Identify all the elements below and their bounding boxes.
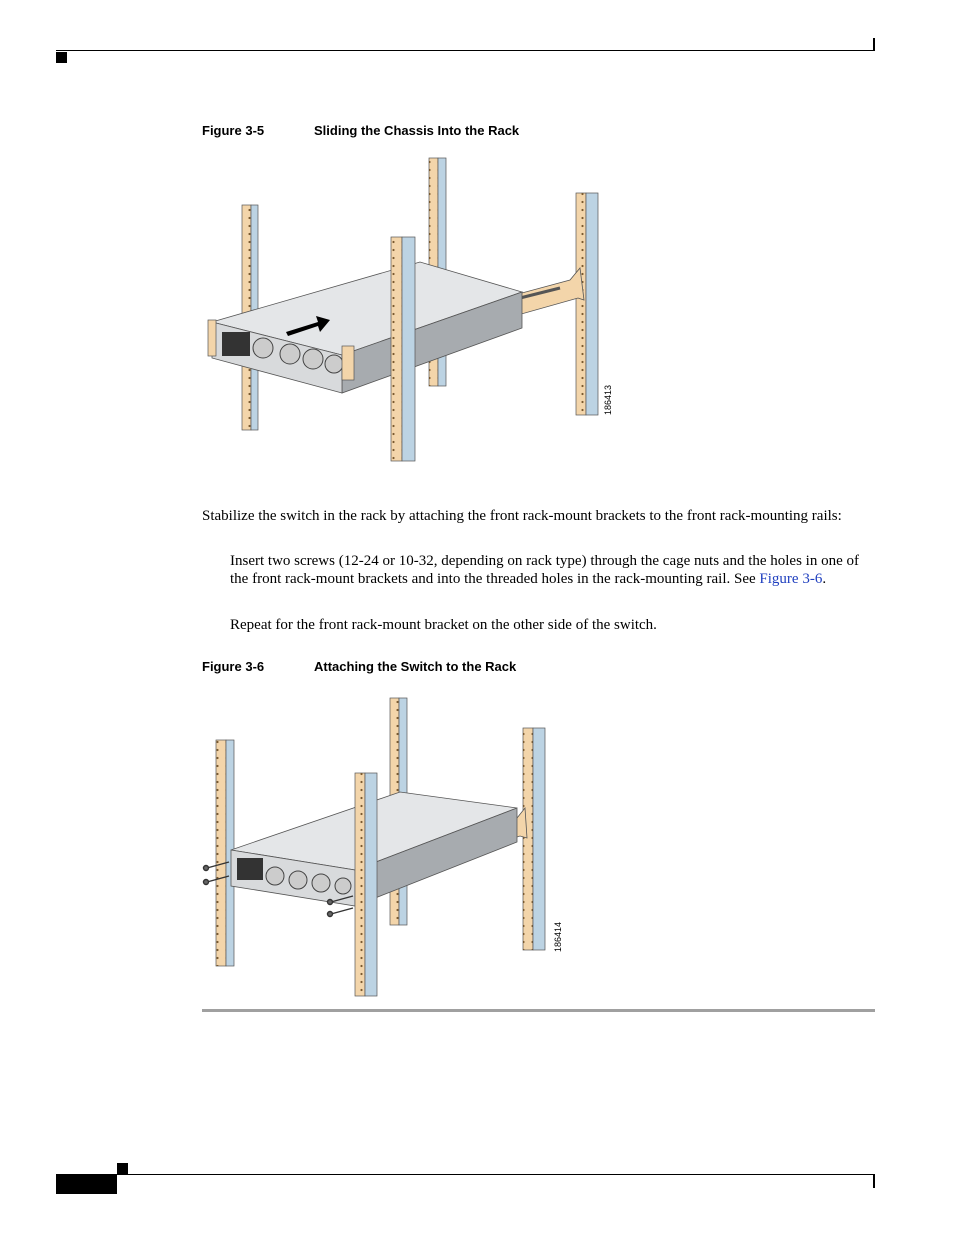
rack-rail bbox=[523, 728, 545, 950]
figure-number: Figure 3-5 bbox=[202, 123, 265, 138]
rack-rail bbox=[576, 193, 598, 415]
step-a bbox=[230, 552, 874, 588]
art-id-label: 186413 bbox=[603, 384, 613, 415]
footer-rule bbox=[56, 1174, 875, 1175]
figure-number: Figure 3-6 bbox=[202, 659, 265, 674]
step-a-period: . bbox=[822, 571, 827, 587]
figure-illustration-sliding bbox=[200, 150, 640, 470]
step-a-text: Insert two screws (12-24 or 10-32, depending on rack type) through the cage nuts and the holes in one of the front rack-mount brackets and into the threaded holes in the rack-mounting rail. See bbox=[230, 553, 859, 587]
art-id-label: 186414 bbox=[553, 921, 563, 952]
figure-title: Attaching the Switch to the Rack bbox=[314, 659, 517, 674]
rack-rail bbox=[391, 237, 415, 461]
figure-end-rule bbox=[202, 1009, 875, 1012]
figure-illustration-attaching bbox=[195, 690, 575, 1002]
header-rule bbox=[56, 50, 875, 51]
rack-rail bbox=[355, 773, 377, 996]
figure-title: Sliding the Chassis Into the Rack bbox=[314, 123, 520, 138]
header-block bbox=[56, 52, 67, 63]
footer-block-small bbox=[117, 1163, 128, 1174]
front-bracket bbox=[342, 346, 354, 380]
step-b: Repeat for the front rack-mount bracket on the other side of the switch. bbox=[230, 617, 657, 633]
figure-caption bbox=[202, 659, 602, 675]
step-intro: Stabilize the switch in the rack by attaching the front rack-mount brackets to the front rack-mounting rails: bbox=[202, 508, 842, 524]
figure-link[interactable]: Figure 3-6 bbox=[759, 571, 823, 587]
footer-tick bbox=[873, 1175, 875, 1188]
footer-block-wide bbox=[56, 1175, 117, 1194]
figure-caption bbox=[202, 123, 602, 139]
switch-chassis bbox=[212, 262, 522, 393]
header-tick bbox=[873, 38, 875, 51]
